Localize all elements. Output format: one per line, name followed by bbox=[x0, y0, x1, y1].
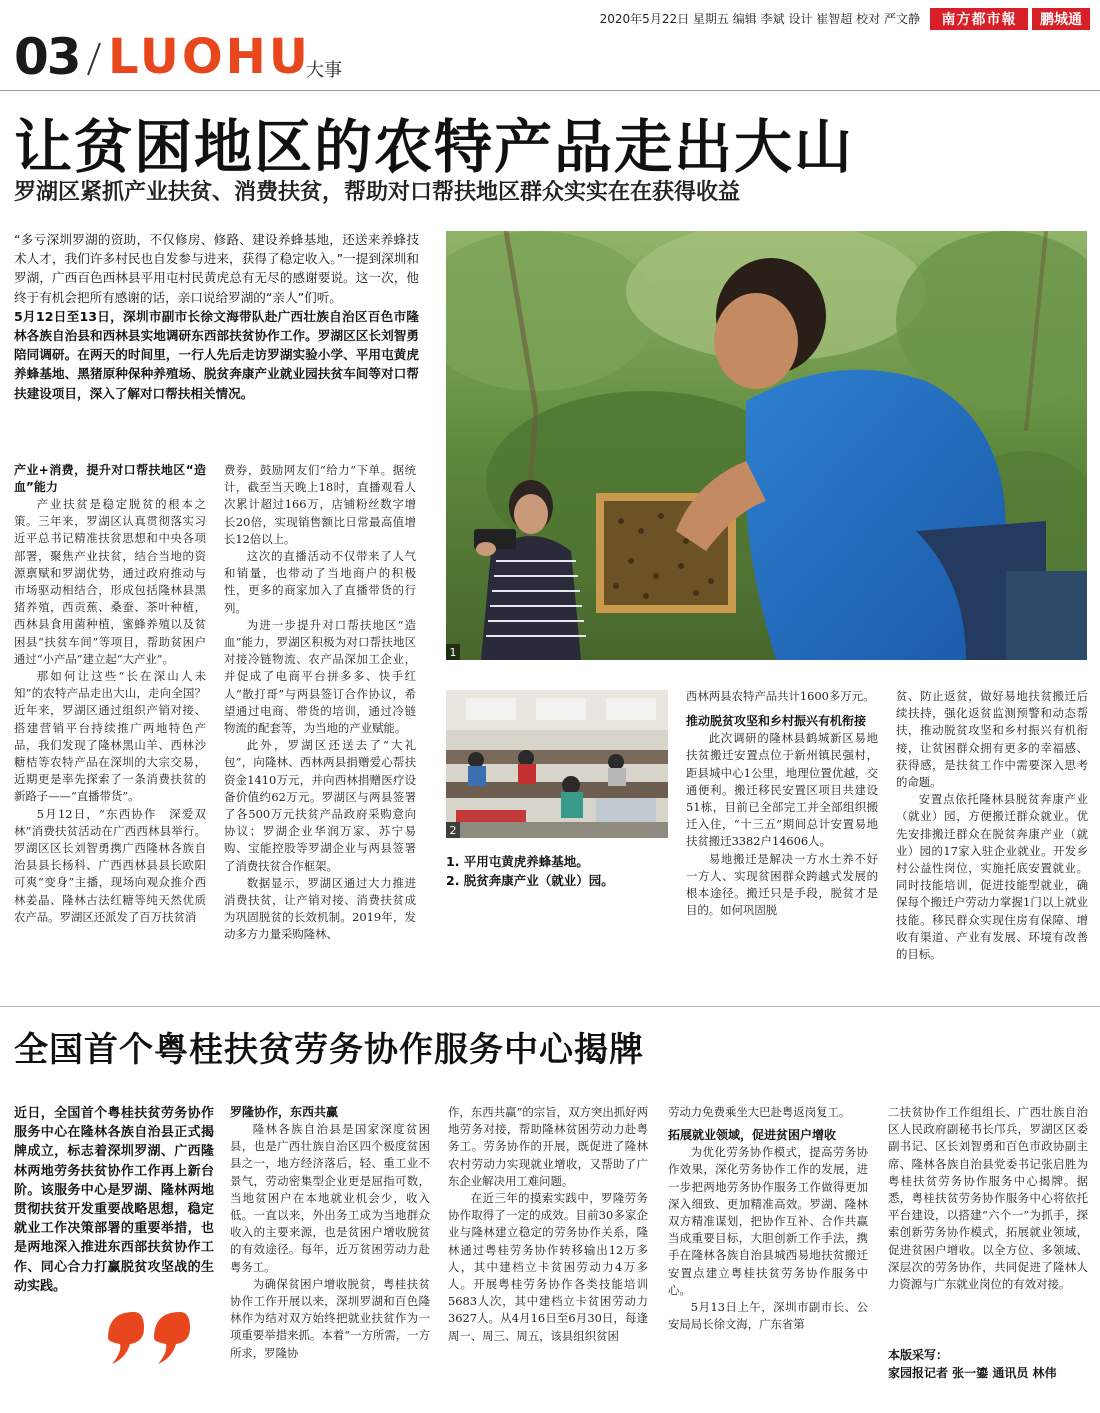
body-paragraph: 5月12日，“东西协作 深爱双林”消费扶贫活动在广西西林县举行。罗湖区区长刘智勇携广西隆林各族自治县县长杨科、广西西林县县长欧阳可爽“变身”主播，现场向观众推介西林姜晶、隆林古法红糖等纯天然优质农产品。罗湖区还派发了百万扶贫消 bbox=[14, 806, 206, 924]
editor-name: 李斌 bbox=[760, 12, 785, 26]
designer-name: 崔智超 bbox=[816, 12, 853, 26]
body-paragraph: 贫、防止返贫，做好易地扶贫搬迁后续扶持，强化返贫监测预警和动态帮扶，推动脱贫攻坚和乡村振兴有机衔接，让贫困群众拥有更多的幸福感、获得感，是扶贫工作中需要深入思考的命题。 bbox=[896, 689, 1088, 790]
body-paragraph: 为优化劳务协作模式，提高劳务协作效果，深化劳务协作工作的发展，进一步把两地劳务协作服务工作做得更加深入细致、更加精准高效。罗湖、隆林双方精准谋划，把协作互补、合作共赢当成重要目标，大胆创新工作手法，携手在隆林各族自治县城西易地扶贫搬迁安置点建立粤桂扶贫劳务协作服务中心。 bbox=[668, 1145, 868, 1297]
body-paragraph: 安置点依托隆林县脱贫奔康产业（就业）园，方便搬迁群众就业。优先安排搬迁群众在脱贫奔康产业（就业）园的17家入驻企业就业。开发乡村公益性岗位，实施托底安置就业。同时技能培训，促进技能型就业，确保每个搬迁户劳动力掌握1门以上就业技能。移民群众实现住房有保障、增收有渠道、产业有发展、环境有改善的目标。 bbox=[896, 792, 1088, 962]
article2-column-1 bbox=[230, 1104, 430, 1362]
body-paragraph: 在近三年的摸索实践中，罗隆劳务协作取得了一定的成效。目前30多家企业与隆林建立稳定的劳务协作关系，隆林通过粤桂劳务协作转移输出12万多人，其中建档立卡贫困劳动力4万多人。开展粤桂劳务协作各类技能培训5683人次，其中建档立卡贫困劳动力3627人。从4月16日至6月30日，每逢周一、周三、周五，该县组织贫困 bbox=[448, 1191, 648, 1343]
article1-headline: 让贫困地区的农特产品走出大山 bbox=[14, 113, 855, 181]
body-paragraph: 数据显示，罗湖区通过大力推进消费扶贫，让产销对接、消费扶贫成为巩固脱贫的长效机制。2019年，发动多方力量采购隆林、 bbox=[224, 875, 416, 942]
header-divider bbox=[0, 90, 1100, 91]
body-paragraph: 劳动力免费乘坐大巴赴粤返岗复工。 bbox=[668, 1105, 851, 1119]
photo-number-badge: 2 bbox=[446, 822, 460, 838]
article1-section-heading: 产业+消费，提升对口帮扶地区“造血”能力 bbox=[14, 463, 206, 494]
proof-label: 校对 bbox=[856, 12, 881, 26]
photo-workshop bbox=[446, 690, 668, 838]
body-paragraph: 此外，罗湖区还送去了“大礼包”，向隆林、西林两县捐赠爱心帮扶资金1410万元，并向西林捐赠医疗设备价值约62万元。罗湖区与两县签署了各500万元扶贫产品政府采购意向协议；罗湖企业华润万家、苏宁易购、宝能控股等罗湖企业与两县签署了消费扶贫合作框架。 bbox=[224, 738, 416, 873]
section-subtitle: 大事 bbox=[306, 60, 342, 81]
photo-captions bbox=[446, 852, 614, 890]
lead-paragraph: 5月12日至13日，深圳市副市长徐文海带队赴广西壮族自治区百色市隆林各族自治县和西林县实地调研东西部扶贫协作工作。罗湖区区长刘智勇陪同调研。在两天的时间里，一行人先后走访罗湖实验小学、平用屯黄虎养蜂基地、黑猪原种保种养殖场、脱贫奔康产业就业园扶贫车间等对口帮扶建设项目，深入了解对口帮扶相关情况。 bbox=[14, 308, 419, 401]
photo-number-badge: 1 bbox=[446, 644, 460, 660]
body-paragraph: 那如何让这些“长在深山人未知”的农特产品走出大山，走向全国？近年来，罗湖区通过组织产销对接、搭建营销平台持续推广两地特色产品，我们发现了隆林黑山羊、西林沙糖桔等农特产品在深圳的大宗交易，近期更是率先探索了一条消费扶贫的新路子——“直播带货”。 bbox=[14, 669, 206, 804]
newspaper-logo: 南方都市報 bbox=[930, 8, 1028, 30]
body-paragraph: 费券，鼓励网友们“给力”下单。据统计，截至当天晚上18时，直播观看人次累计超过166万，店铺粉丝数字增长20倍，实现销售额比日常最高值增长12倍以上。 bbox=[224, 463, 416, 546]
lead-paragraph: “多亏深圳罗湖的资助，不仅修房、修路、建设养蜂基地，还送来养蜂技术人才，我们许多村民也自发参与进来，获得了稳定收入。”一提到深圳和罗湖，广西百色西林县平用屯村民黄虎总有无尽的感谢要说。这一次，他终于有机会把所有感谢的话，亲口说给罗湖的“亲人”们听。 bbox=[14, 232, 419, 305]
body-paragraph: 西林两县农特产品共计1600多万元。 bbox=[686, 689, 875, 703]
article1-column-2 bbox=[224, 462, 416, 944]
body-paragraph: 易地搬迁是解决一方水土养不好一方人、实现贫困群众跨越式发展的根本途径。搬迁只是手段，脱贫才是目的。如何巩固脱 bbox=[686, 851, 878, 918]
byline-credits bbox=[888, 1346, 1057, 1382]
issue-date: 2020年5月22日 bbox=[599, 12, 690, 26]
article1-column-3 bbox=[686, 688, 878, 919]
page-number: 03 bbox=[14, 28, 80, 86]
article1-subheadline: 罗湖区紧抓产业扶贫、消费扶贫，帮助对口帮扶地区群众实实在在获得收益 bbox=[14, 180, 741, 205]
article1-column-1 bbox=[14, 462, 206, 926]
article2-lead: 近日，全国首个粤桂扶贫劳务协作服务中心在隆林各族自治县正式揭牌成立，标志着深圳罗湖、广西隆林两地劳务扶贫协作工作再上新台阶。该服务中心是罗湖、隆林两地贯彻扶贫开发重要战略思想，稳定就业工作决策部署的重要举措，也是两地深入推进东西部扶贫协作工作、同心合力打赢脱贫攻坚战的生动实践。 bbox=[14, 1106, 214, 1294]
article1-section-heading: 推动脱贫攻坚和乡村振兴有机衔接 bbox=[686, 714, 867, 729]
quote-mark-icon bbox=[100, 1308, 200, 1368]
section-name: LUOHU bbox=[108, 29, 311, 85]
workshop-scene-image bbox=[446, 690, 668, 838]
credits-label: 本版采写： bbox=[888, 1348, 949, 1362]
app-logo: 鹏城通 bbox=[1032, 8, 1090, 30]
issue-meta bbox=[600, 10, 920, 27]
slash-divider-icon bbox=[86, 42, 102, 76]
photo-beekeeping bbox=[446, 231, 1087, 660]
article-divider bbox=[0, 1006, 1100, 1007]
article2-headline: 全国首个粤桂扶贫劳务协作服务中心揭牌 bbox=[14, 1030, 644, 1070]
photo-caption: 2. 脱贫奔康产业（就业）园。 bbox=[446, 873, 614, 888]
issue-weekday: 星期五 bbox=[692, 12, 729, 26]
body-paragraph: 为确保贫困户增收脱贫，粤桂扶贫协作工作开展以来，深圳罗湖和百色隆林作为结对双方始终把就业扶贫作为一项重要举措来抓。本着“一方所需，一方所求，罗隆协 bbox=[230, 1276, 430, 1360]
body-paragraph: 产业扶贫是稳定脱贫的根本之策。三年来，罗湖区认真贯彻落实习近平总书记精准扶贫思想和中央各项部署，聚焦产业扶贫，结合当地的资源禀赋和罗湖优势，通过政府推动与市场驱动相结合，形成包括隆林县黑猪养殖，西贡蕉、桑蚕、茶叶种植，西林县食用菌种植，蜜蜂养殖以及贫困县“扶贫车间”等项目，帮助贫困户通过“小产品”建立起“大产业”。 bbox=[14, 497, 206, 666]
body-paragraph: 5月13日上午，深圳市副市长、公安局局长徐文海，广东省第 bbox=[668, 1300, 868, 1332]
body-paragraph: 为进一步提升对口帮扶地区“造血”能力，罗湖区积极为对口帮扶地区对接冷链物流、农产品深加工企业，并促成了电商平台拼多多、快手红人“散打哥”与两县签订合作协议，希望通过电商、带货的培训，通过冷链物流的配套等，为当地的产业赋能。 bbox=[224, 617, 416, 736]
article2-column-4 bbox=[888, 1104, 1088, 1293]
article2-section-heading: 罗隆协作，东西共赢 bbox=[230, 1105, 339, 1119]
body-paragraph: 二扶贫协作工作组组长、广西壮族自治区人民政府副秘书长邝兵，罗湖区区委副书记、区长刘智勇和百色市政协副主席、隆林各族自治县党委书记张启胜为粤桂扶贫劳务协作服务中心揭牌。据悉，粤桂扶贫劳务协作服务中心将依托平台建设，以搭建“六个一”为抓手，探索创新劳务协作模式，拓展就业领域，促进贫困户增收。以全方位、多领域、深层次的劳务协作，共同促进了隆林人力资源与广东就业岗位的有效对接。 bbox=[888, 1105, 1088, 1292]
article2-column-2 bbox=[448, 1104, 648, 1345]
article1-lead bbox=[14, 230, 419, 403]
body-paragraph: 这次的直播活动不仅带来了人气和销量，也带动了当地商户的积极性，更多的商家加入了直播带货的行列。 bbox=[224, 549, 416, 615]
editor-label: 编辑 bbox=[732, 12, 757, 26]
body-paragraph: 隆林各族自治县是国家深度贫困县，也是广西壮族自治区四个极度贫困县之一，地方经济落后，轻、重工业不景气，劳动密集型企业更是屈指可数，当地贫困户在本地就业机会少，收入低。一直以来，外出务工成为当地群众收入的主要来源，也是贫困户增收脱贫的有效途径。每年，近万贫困劳动力赴粤务工。 bbox=[230, 1122, 430, 1274]
credits-names: 家园报记者 张一鎏 通讯员 林伟 bbox=[888, 1366, 1057, 1380]
article1-column-4 bbox=[896, 688, 1088, 963]
design-label: 设计 bbox=[788, 12, 813, 26]
beekeeping-scene-image bbox=[446, 231, 1087, 660]
body-paragraph: 此次调研的隆林县鹤城新区易地扶贫搬迁安置点位于新州镇民强村，距县城中心1公里，地理位置优越，交通便利。搬迁移民安置区项目共建设51栋，目前已全部完工并全部组织搬迁入住，“十三五”期间总计安置易地扶贫搬迁3382户14606人。 bbox=[686, 731, 878, 849]
photo-caption: 1. 平用屯黄虎养蜂基地。 bbox=[446, 854, 589, 869]
body-paragraph: 作，东西共赢”的宗旨，双方突出抓好两地劳务对接，帮助隆林贫困劳动力赴粤务工。劳务协作的开展，既促进了隆林农村劳动力实现就业增收，又帮助了广东企业解决用工难问题。 bbox=[448, 1105, 648, 1188]
article2-column-3 bbox=[668, 1104, 868, 1333]
article2-section-heading: 拓展就业领域，促进贫困户增收 bbox=[668, 1128, 837, 1143]
proofreader-name: 严文静 bbox=[883, 12, 920, 26]
